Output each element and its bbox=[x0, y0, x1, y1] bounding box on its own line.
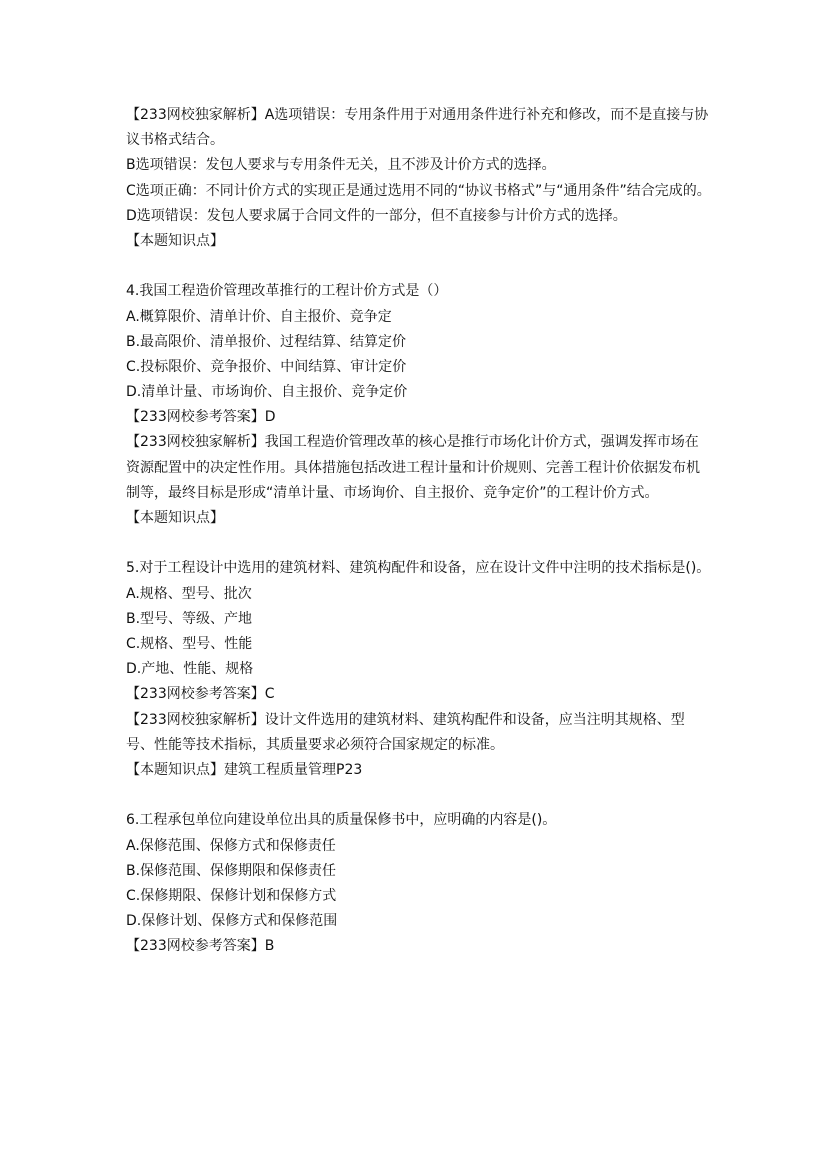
q5-option-c: C.规格、型号、性能 bbox=[126, 636, 253, 653]
q5-answer: 【233网校参考答案】C bbox=[126, 686, 275, 703]
q4-analysis: 【233网校独家解析】我国工程造价管理改革的核心是推行市场化计价方式，强调发挥市场在资源配置中的决定性作用。具体措施包括改进工程计量和计价规则、完善工程计价依据发布机制等，最终目标是形成“清单计量、市场询价、自主报价、竞争定价”的工程计价方式。 bbox=[126, 434, 700, 501]
q5-analysis: 【233网校独家解析】设计文件选用的建筑材料、建筑构配件和设备，应当注明其规格、型号、性能等技术指标，其质量要求必须符合国家规定的标准。 bbox=[126, 711, 685, 753]
paragraph-gap bbox=[126, 531, 712, 556]
q6-option-d: D.保修计划、保修方式和保修范围 bbox=[126, 913, 338, 930]
q5-knowledge-point: 【本题知识点】建筑工程质量管理P23 bbox=[126, 762, 363, 779]
q4-option-d: D.清单计量、市场询价、自主报价、竞争定价 bbox=[126, 384, 408, 401]
q4-option-a: A.概算限价、清单计价、自主报价、竞争定 bbox=[126, 308, 392, 325]
q6-question: 6.工程承包单位向建设单位出具的质量保修书中，应明确的内容是()。 bbox=[126, 812, 557, 829]
q5-option-d: D.产地、性能、规格 bbox=[126, 661, 254, 678]
paragraph-gap bbox=[126, 783, 712, 808]
q3-analysis-d: D选项错误：发包人要求属于合同文件的一部分，但不直接参与计价方式的选择。 bbox=[126, 207, 627, 224]
q4-knowledge-point: 【本题知识点】 bbox=[126, 510, 224, 527]
paragraph-gap bbox=[126, 254, 712, 279]
q3-analysis-b: B选项错误：发包人要求与专用条件无关，且不涉及计价方式的选择。 bbox=[126, 157, 556, 174]
document-content bbox=[126, 103, 712, 960]
q6-option-c: C.保修期限、保修计划和保修方式 bbox=[126, 887, 337, 904]
q4-question: 4.我国工程造价管理改革推行的工程计价方式是（） bbox=[126, 283, 448, 300]
q4-answer: 【233网校参考答案】D bbox=[126, 409, 276, 426]
q5-option-a: A.规格、型号、批次 bbox=[126, 585, 252, 602]
q4-option-b: B.最高限价、清单报价、过程结算、结算定价 bbox=[126, 333, 407, 350]
q3-knowledge-point: 【本题知识点】 bbox=[126, 232, 224, 249]
q6-answer: 【233网校参考答案】B bbox=[126, 938, 275, 955]
q5-option-b: B.型号、等级、产地 bbox=[126, 610, 253, 627]
q6-option-a: A.保修范围、保修方式和保修责任 bbox=[126, 837, 336, 854]
q5-question: 5.对于工程设计中选用的建筑材料、建筑构配件和设备，应在设计文件中注明的技术指标是()。 bbox=[126, 560, 711, 577]
q6-option-b: B.保修范围、保修期限和保修责任 bbox=[126, 862, 337, 879]
q4-option-c: C.投标限价、竞争报价、中间结算、审计定价 bbox=[126, 358, 407, 375]
q3-analysis-c: C选项正确：不同计价方式的实现正是通过选用不同的“协议书格式”与“通用条件”结合完成的。 bbox=[126, 182, 711, 199]
q3-analysis-a: 【233网校独家解析】A选项错误：专用条件用于对通用条件进行补充和修改，而不是直接与协议书格式结合。 bbox=[126, 107, 709, 149]
